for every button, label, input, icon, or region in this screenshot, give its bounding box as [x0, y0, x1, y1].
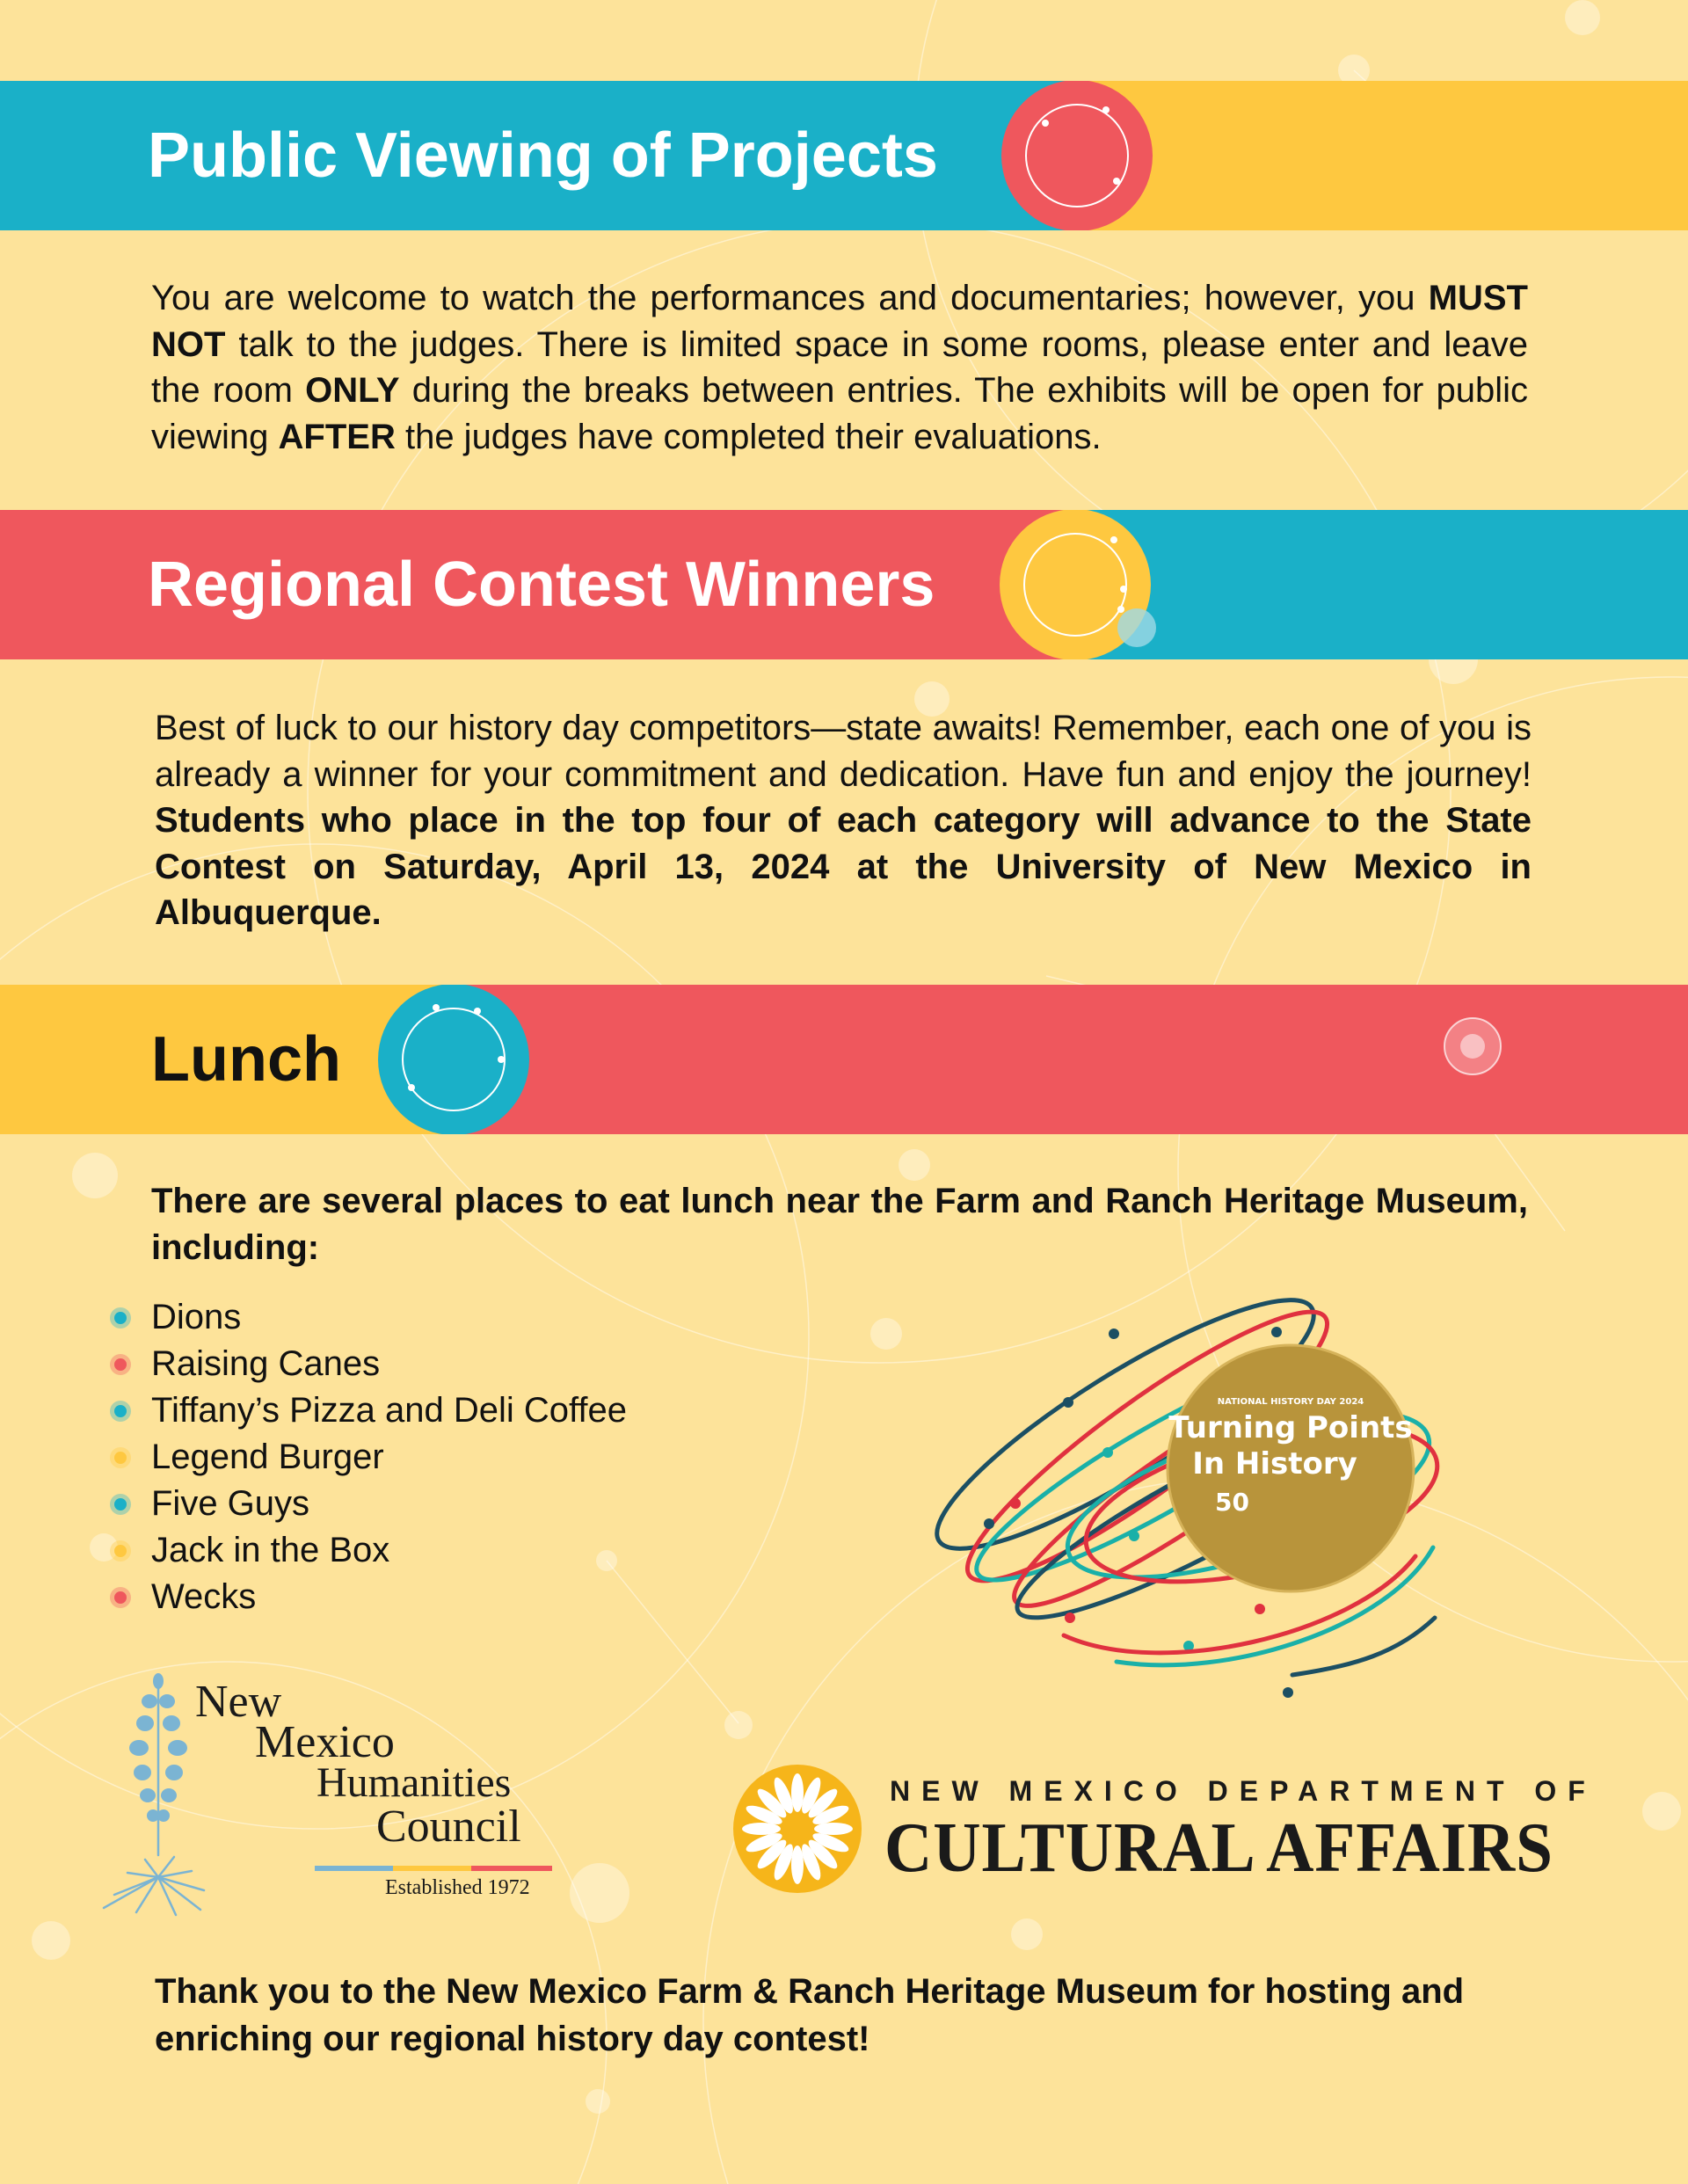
- bullet-dot-icon: [109, 1446, 132, 1469]
- bullet-dot-icon: [109, 1540, 132, 1562]
- list-item-label: Dions: [151, 1298, 242, 1336]
- list-item: [104, 1387, 627, 1434]
- nhd-anniversary: 50: [1215, 1488, 1249, 1517]
- circle-badge-icon: [993, 81, 1169, 230]
- section-header-lunch: [0, 985, 1688, 1134]
- header-band-gold: [1081, 81, 1688, 230]
- list-item: [104, 1434, 627, 1481]
- decorative-ring-icon: [1437, 1011, 1508, 1081]
- list-item: [104, 1527, 627, 1574]
- nmhc-established: Established 1972: [385, 1876, 530, 1899]
- section-header-regional-winners: [0, 510, 1688, 659]
- thank-you-note: Thank you to the New Mexico Farm & Ranch Heritage Museum for hosting and enriching our regional history day contest!: [155, 1972, 1465, 2058]
- dca-logo: [731, 1763, 1597, 1895]
- circle-badge-icon: [993, 510, 1169, 659]
- list-item-label: Raising Canes: [151, 1344, 381, 1383]
- bullet-dot-icon: [109, 1400, 132, 1423]
- nhd-title-line2: In History: [1192, 1446, 1357, 1481]
- list-item-label: Jack in the Box: [151, 1531, 390, 1569]
- nmhc-logo: [97, 1671, 554, 1917]
- nhd-swirl-logo: [897, 1266, 1459, 1714]
- header-band-teal: [1081, 510, 1688, 659]
- public-viewing-paragraph: [151, 275, 1528, 460]
- bullet-dot-icon: [109, 1353, 132, 1376]
- bullet-dot-icon: [109, 1493, 132, 1516]
- regional-winners-paragraph: [155, 705, 1532, 936]
- list-item: [104, 1341, 627, 1387]
- emphasis-text: AFTER: [278, 417, 396, 456]
- list-item: [104, 1574, 627, 1620]
- section-title: Public Viewing of Projects: [148, 120, 938, 191]
- nmhc-color-rule: [315, 1866, 552, 1871]
- paragraph-text: talk to the judges. There is limited space in some rooms, please enter and leave the room: [151, 324, 1528, 410]
- nmhc-line1: New: [195, 1677, 282, 1727]
- lunch-places-list: [104, 1294, 627, 1620]
- dca-line2: CULTURAL AFFAIRS: [884, 1809, 1553, 1887]
- bullet-dot-icon: [109, 1307, 132, 1329]
- list-item-label: Tiffany’s Pizza and Deli Coffee: [151, 1391, 628, 1430]
- list-item-label: Legend Burger: [151, 1438, 384, 1476]
- bullet-dot-icon: [109, 1586, 132, 1609]
- nmhc-line3: Humanities: [316, 1759, 512, 1806]
- section-title: Regional Contest Winners: [148, 550, 935, 620]
- section-header-public-viewing: [0, 81, 1688, 230]
- emphasis-text: MUST NOT: [151, 279, 1528, 364]
- yucca-plant-logo: [97, 1671, 211, 1917]
- list-item-label: Five Guys: [151, 1484, 310, 1523]
- emphasis-text: Students who place in the top four of each category will advance to the State Contest on Saturday, April 13, 2024 at the University of New Mexico in Albuquerque.: [155, 801, 1532, 932]
- nhd-kicker: NATIONAL HISTORY DAY 2024: [1217, 1397, 1364, 1407]
- circle-badge-icon: [369, 985, 545, 1134]
- nhd-title-line1: Turning Points: [1168, 1410, 1413, 1445]
- list-item: [104, 1481, 627, 1527]
- dca-line1: NEW MEXICO DEPARTMENT OF: [890, 1775, 1597, 1807]
- list-item-label: Wecks: [151, 1577, 257, 1616]
- list-item: [104, 1294, 627, 1341]
- nmhc-line4: Council: [376, 1802, 521, 1852]
- paragraph-text: Best of luck to our history day competitors—state awaits! Remember, each one of you is already a winner for your commitment and dedication. Have fun and enjoy the journey!: [155, 709, 1532, 794]
- sun-flower-logo: [731, 1763, 863, 1895]
- emphasis-text: ONLY: [305, 371, 400, 410]
- paragraph-text: You are welcome to watch the performances and documentaries; however, you: [151, 279, 1429, 317]
- paragraph-text: during the breaks between entries. The exhibits will be open for public viewing: [151, 371, 1528, 456]
- paragraph-text: the judges have completed their evaluations.: [395, 417, 1102, 456]
- nmhc-line2: Mexico: [255, 1717, 395, 1767]
- section-title: Lunch: [151, 1024, 341, 1095]
- lunch-intro: There are several places to eat lunch near the Farm and Ranch Heritage Museum, including:: [151, 1182, 1528, 1267]
